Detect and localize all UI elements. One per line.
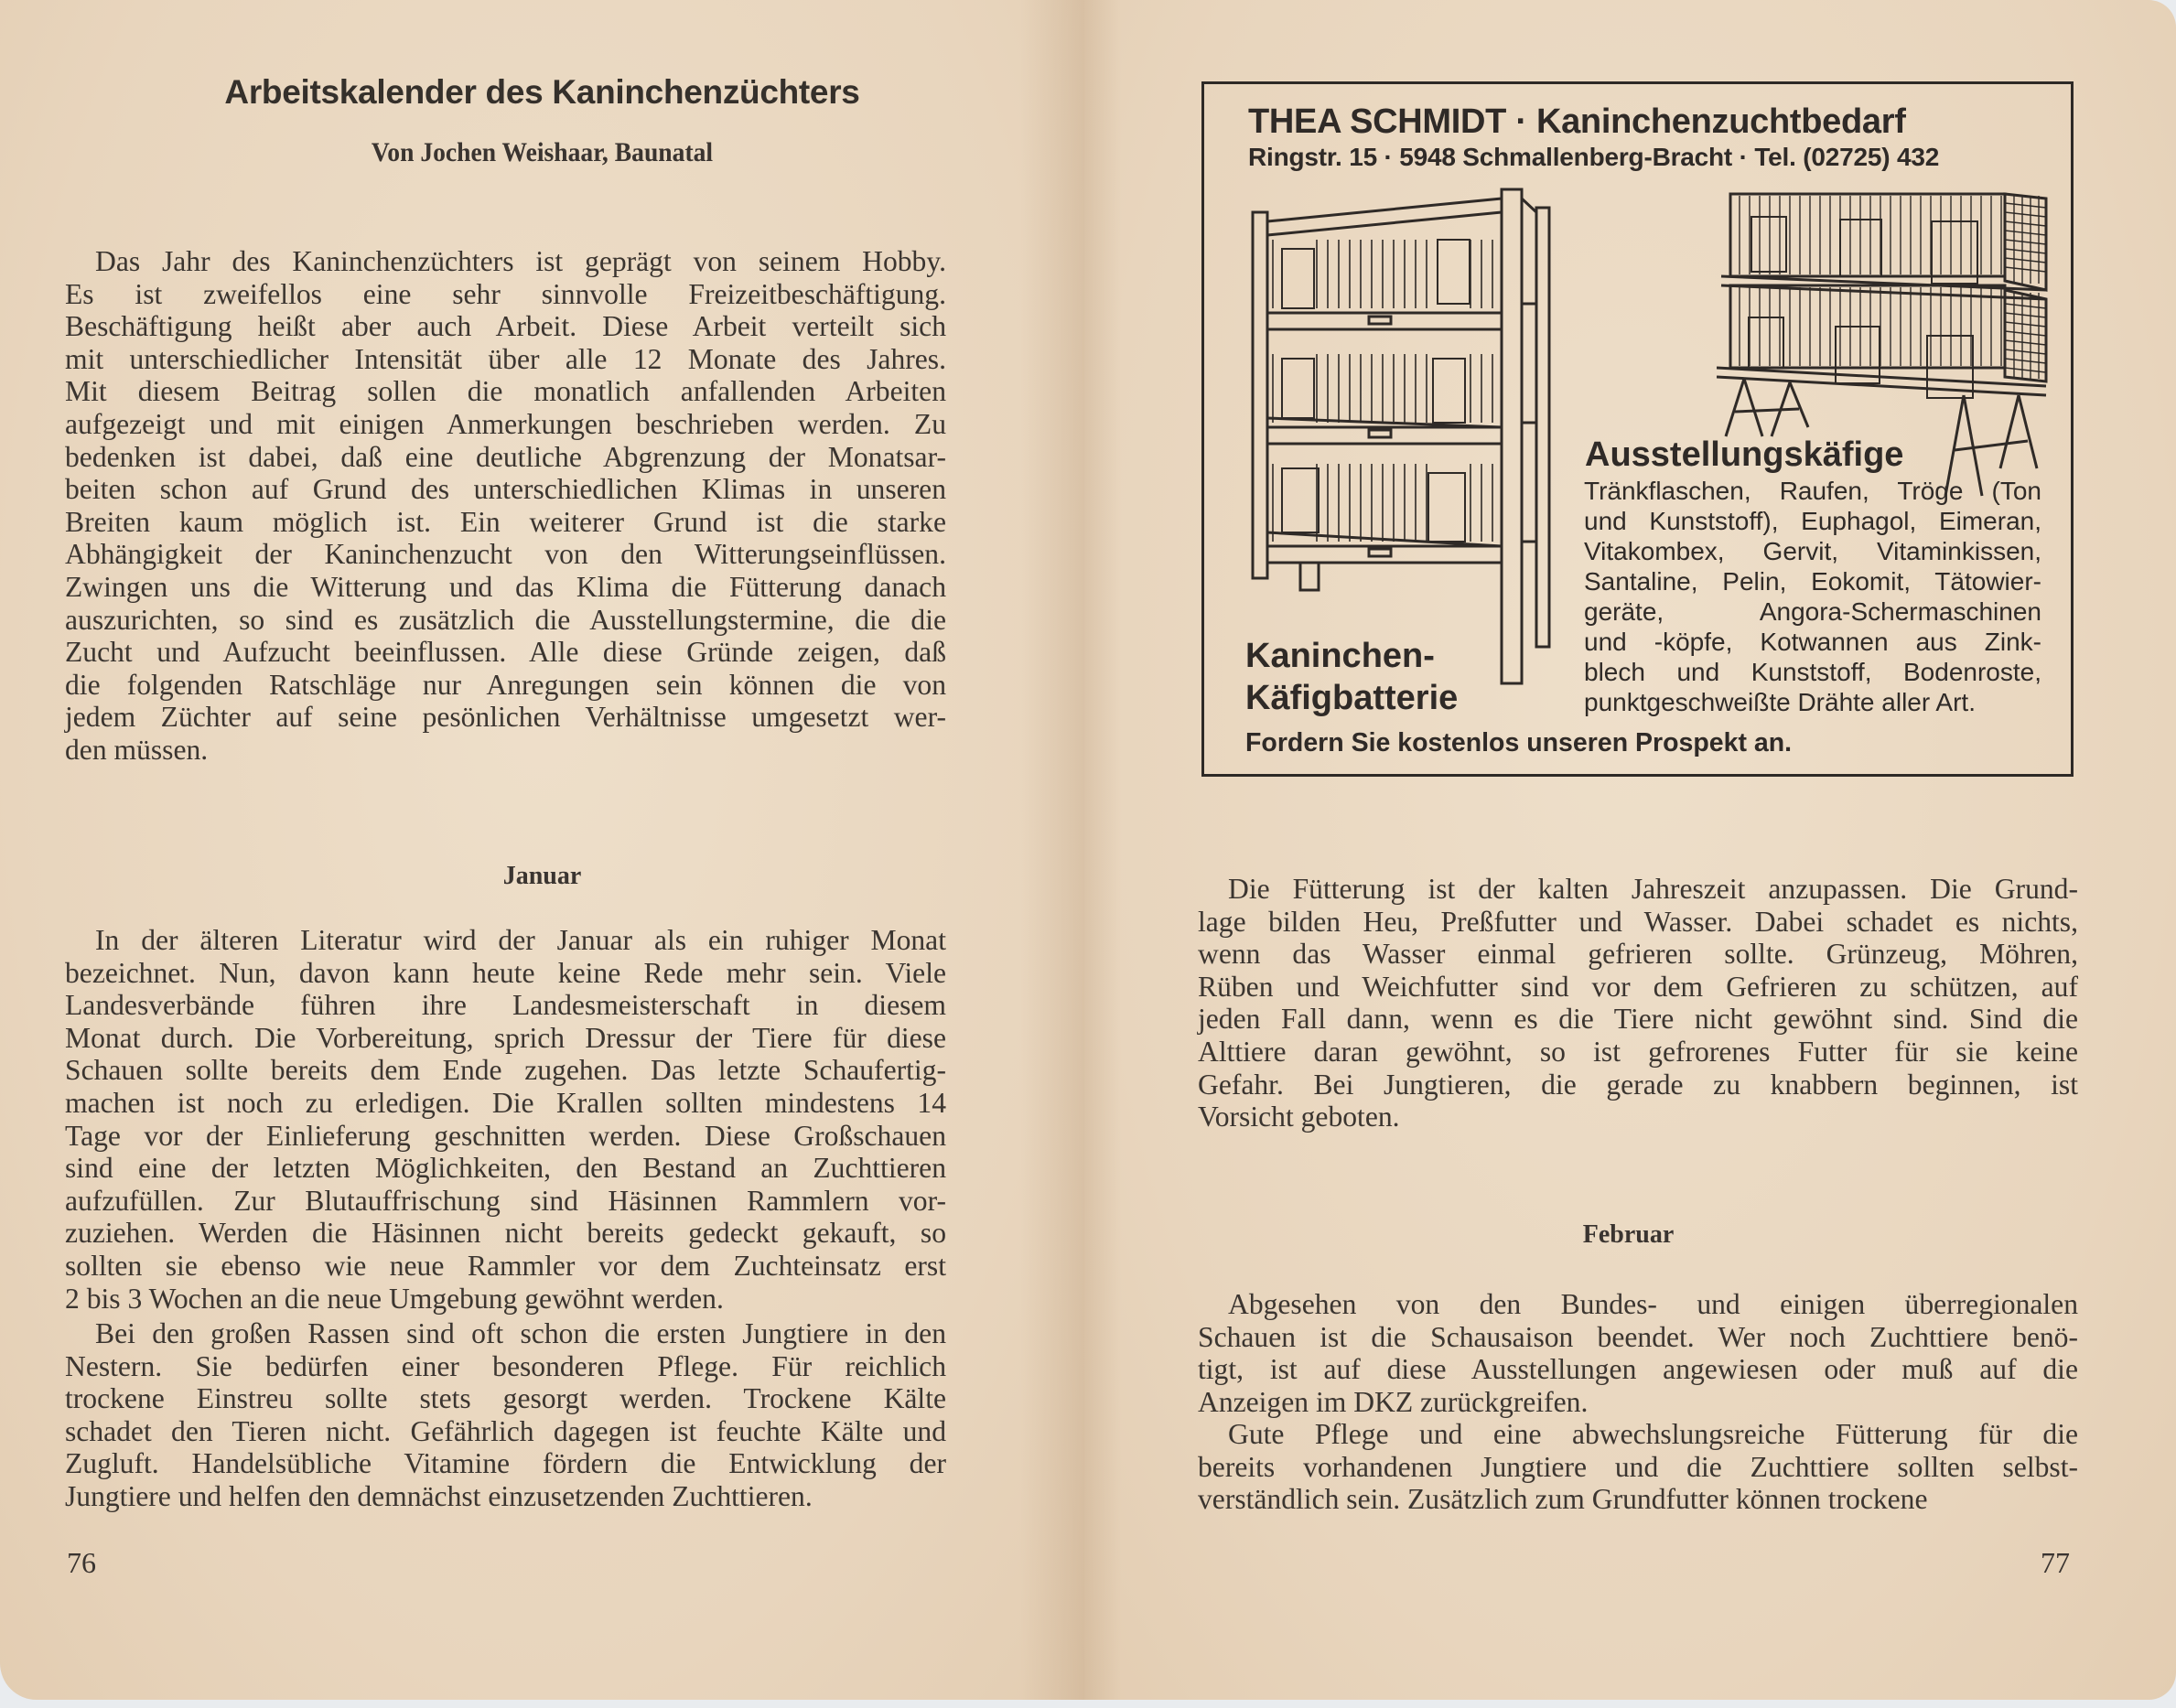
wire-bar <box>2005 221 2046 226</box>
ad-heading-cage-battery-line2: Käfigbatterie <box>1245 679 1459 717</box>
text-line: machen ist noch zu erledigen. Die Krallen sollten mindestens 14 <box>65 1086 946 1119</box>
text-line: Anzeigen im DKZ zurückgreifen. <box>1198 1385 1589 1418</box>
intro-paragraph <box>65 245 946 767</box>
ad-address-line: Ringstr. 15 · 5948 Schmallenberg-Bracht · Tel. (02725) 432 <box>1248 143 1940 171</box>
wire-bar <box>2005 231 2046 235</box>
text-line: punktgeschweißte Drähte aller Art. <box>1584 688 1976 716</box>
text-line: geräte, Angora-Schermaschinen <box>1584 597 2041 626</box>
text-line: Es ist zweifellos eine sehr sinnvolle Freizeitbeschäftigung. <box>65 277 946 310</box>
text-line: In der älteren Literatur wird der Januar als ein ruhiger Monat <box>95 924 946 956</box>
text-line: Landesverbände führen ihre Landesmeisterschaft in diesem <box>65 989 946 1022</box>
wire-bar <box>2005 368 2046 372</box>
wire-bar <box>2005 212 2046 217</box>
advertisement-box <box>1201 81 2074 777</box>
gutter-shadow <box>1084 0 1121 1700</box>
right-page <box>1084 0 2176 1700</box>
januar-paragraph-1 <box>65 924 946 1315</box>
text-line: verständlich sein. Zusätzlich zum Grundfutter können trockene <box>1198 1483 1928 1516</box>
text-line: und -köpfe, Kotwannen aus Zink- <box>1584 628 2041 656</box>
februar-paragraph-2 <box>1198 1418 2078 1516</box>
januar-paragraph-2 <box>65 1317 946 1513</box>
wire-bar <box>2005 267 2046 272</box>
text-line: Zucht und Aufzucht beeinflussen. Alle diese Gründe zeigen, daß <box>65 636 946 669</box>
cage-battery-illustration <box>1245 185 1566 697</box>
text-line: Gute Pflege und eine abwechslungsreiche Fütterung für die <box>1228 1418 2078 1450</box>
text-line: trockene Einstreu sollte stets gesorgt werden. Trockene Kälte <box>65 1382 946 1415</box>
section-heading-februar: Februar <box>1582 1220 1675 1249</box>
ad-heading-cage-battery-line1: Kaninchen- <box>1245 637 1435 675</box>
text-line: den müssen. <box>65 733 209 766</box>
text-line: Bei den großen Rassen sind oft schon die ersten Jungtiere in den <box>95 1317 946 1349</box>
wire-bar <box>2005 377 2046 381</box>
ad-company-line: THEA SCHMIDT · Kaninchenzuchtbedarf <box>1248 102 1906 141</box>
wire-bar <box>2005 249 2046 253</box>
ad-heading-show-cages: Ausstellungskäfige <box>1585 435 1904 474</box>
text-line: Tage vor der Einlieferung geschnitten werden. Diese Großschauen <box>65 1119 946 1152</box>
text-line: 2 bis 3 Wochen an die neue Umgebung gewöhnt werden. <box>65 1282 724 1315</box>
text-line: Abgesehen von den Bundes- und einigen überregionalen <box>1228 1288 2078 1320</box>
text-line: aufzufüllen. Zur Blutauffrischung sind Häsinnen Rammlern vor- <box>65 1184 946 1217</box>
text-line: auszurichten, so sind es zusätzlich die Ausstellungstermine, die die <box>65 603 946 636</box>
februar-paragraph-1 <box>1198 1288 2078 1418</box>
ad-call-to-action: Fordern Sie kostenlos unseren Prospekt an. <box>1245 728 1793 757</box>
text-line: Alttiere daran gewöhnt, so ist gefrorenes Futter für sie keine <box>1198 1035 2078 1068</box>
text-line: Zugluft. Handelsübliche Vitamine fördern die Entwicklung der <box>65 1447 946 1480</box>
cage-battery-wire-grid <box>1273 240 1492 542</box>
text-line: Das Jahr des Kaninchenzüchters ist geprägt von seinem Hobby. <box>95 245 946 277</box>
text-line: blech und Kunststoff, Bodenroste, <box>1584 658 2041 686</box>
article-byline: Von Jochen Weishaar, Baunatal <box>371 137 714 167</box>
wire-bar <box>2005 331 2046 336</box>
text-line: die folgenden Ratschläge nur Anregungen sein können die von <box>65 668 946 701</box>
text-line: schadet den Tieren nicht. Gefährlich dagegen ist feuchte Kälte und <box>65 1414 946 1447</box>
text-line: Vorsicht geboten. <box>1198 1101 1400 1133</box>
wire-bar <box>2005 359 2046 363</box>
text-line: Tränkflaschen, Raufen, Tröge (Ton <box>1584 477 2041 505</box>
text-line: jedem Züchter auf seine pesönlichen Verhältnisse umgesetzt wer- <box>65 701 946 734</box>
text-line: Schauen ist die Schausaison beendet. Wer noch Zuchttiere benö- <box>1198 1320 2078 1353</box>
text-line: sind eine der letzten Möglichkeiten, den Bestand an Zuchttieren <box>65 1152 946 1185</box>
wire-bar <box>2005 313 2046 317</box>
text-line: bedenken ist dabei, daß eine deutliche Abgrenzung der Monatsar- <box>65 440 946 473</box>
text-line: Gefahr. Bei Jungtieren, die gerade zu knabbern beginnen, ist <box>1198 1068 2078 1101</box>
text-line: Beschäftigung heißt aber auch Arbeit. Diese Arbeit verteilt sich <box>65 310 946 343</box>
section-heading-januar: Januar <box>502 862 582 890</box>
text-line: Zwingen uns die Witterung und das Klima die Fütterung danach <box>65 570 946 603</box>
text-line: zuziehen. Werden die Häsinnen nicht bereits gedeckt gekauft, so <box>65 1217 946 1250</box>
ad-product-list <box>1584 476 2041 717</box>
text-line: sollten sie ebenso wie neue Rammler vor dem Zuchteinsatz erst <box>65 1249 946 1282</box>
ad-heading-cage-battery <box>1245 635 1458 719</box>
text-line: tigt, ist auf diese Ausstellungen angewiesen oder muß auf die <box>1198 1353 2078 1386</box>
wire-bar <box>2005 322 2046 327</box>
cage-battery-frame <box>1253 189 1549 683</box>
text-line: und Kunststoff), Euphagol, Eimeran, <box>1584 507 2041 535</box>
text-line: Nestern. Sie bedürfen einer besonderen Pflege. Für reichlich <box>65 1349 946 1382</box>
wire-bar <box>2005 203 2046 208</box>
wire-bar <box>2005 258 2046 263</box>
text-line: Abhängigkeit der Kaninchenzucht von den Witterungseinflüssen. <box>65 538 946 571</box>
text-line: mit unterschiedlicher Intensität über alle 12 Monate des Jahres. <box>65 342 946 375</box>
text-line: lage bilden Heu, Preßfutter und Wasser. Dabei schadet es nichts, <box>1198 905 2078 938</box>
gutter-shadow <box>1020 0 1084 1700</box>
wire-bar <box>2005 240 2046 244</box>
text-line: aufgezeigt und mit einigen Anmerkungen beschrieben werden. Zu <box>65 407 946 440</box>
text-line: wenn das Wasser einmal gefrieren sollte. Grünzeug, Möhren, <box>1198 938 2078 971</box>
januar-continued-paragraph <box>1198 873 2078 1133</box>
left-page <box>0 0 1084 1700</box>
cage-battery-bars <box>1282 240 1470 542</box>
text-line: Mit diesem Beitrag sollen die monatlich anfallenden Arbeiten <box>65 375 946 408</box>
text-line: beiten schon auf Grund des unterschiedlichen Klimas in unseren <box>65 473 946 506</box>
text-line: Rüben und Weichfutter sind vor dem Gefrieren zu schützen, auf <box>1198 970 2078 1003</box>
text-line: jeden Fall dann, wenn es die Tiere nicht gewöhnt sind. Sind die <box>1198 1003 2078 1036</box>
text-line: bereits vorhandenen Jungtiere und die Zuchttiere sollten selbst- <box>1198 1450 2078 1483</box>
text-line: Vitakombex, Gervit, Vitaminkissen, <box>1584 537 2041 565</box>
text-line: bezeichnet. Nun, davon kann heute keine Rede mehr sein. Viele <box>65 956 946 989</box>
article-title: Arbeitskalender des Kaninchenzüchters <box>224 73 860 111</box>
wire-bar <box>2005 304 2046 308</box>
text-line: Die Fütterung ist der kalten Jahreszeit anzupassen. Die Grund- <box>1228 873 2078 905</box>
wire-bar <box>2005 349 2046 354</box>
text-line: Breiten kaum möglich ist. Ein weiterer Grund ist die starke <box>65 505 946 538</box>
text-line: Jungtiere und helfen den demnächst einzusetzenden Zuchttieren. <box>65 1479 813 1512</box>
page-number-right: 77 <box>2041 1546 2070 1579</box>
page-number-left: 76 <box>67 1546 96 1579</box>
text-line: Monat durch. Die Vorbereitung, sprich Dressur der Tiere für diese <box>65 1021 946 1054</box>
text-line: Schauen sollte bereits dem Ende zugehen. Das letzte Schaufertig- <box>65 1054 946 1087</box>
text-line: Santaline, Pelin, Eokomit, Tätowier- <box>1584 567 2041 596</box>
wire-bar <box>2005 340 2046 345</box>
